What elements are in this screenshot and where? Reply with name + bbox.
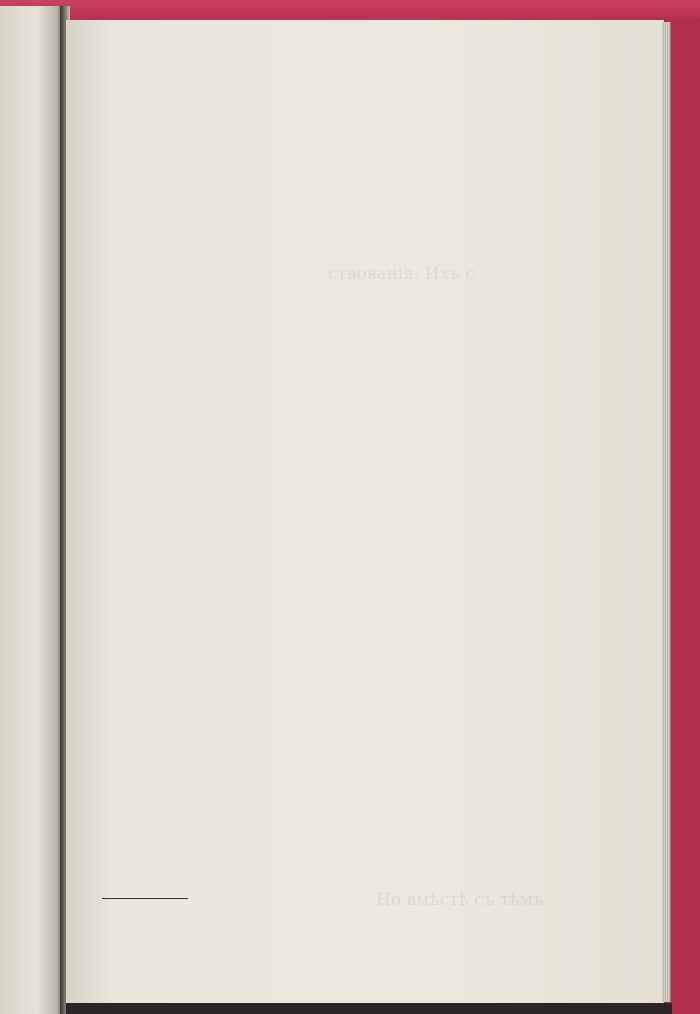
right-page (66, 20, 664, 1005)
bleed-through-text: ствованія. Ихъ с (328, 264, 475, 284)
bleed-through-text: Но вмѣстѣ съ тѣмъ (376, 890, 544, 910)
bottom-shadow (66, 1003, 672, 1014)
left-page (0, 6, 63, 1014)
footnote-divider (102, 898, 188, 899)
background-cloth-top (0, 0, 700, 18)
page-edge (662, 22, 671, 1002)
